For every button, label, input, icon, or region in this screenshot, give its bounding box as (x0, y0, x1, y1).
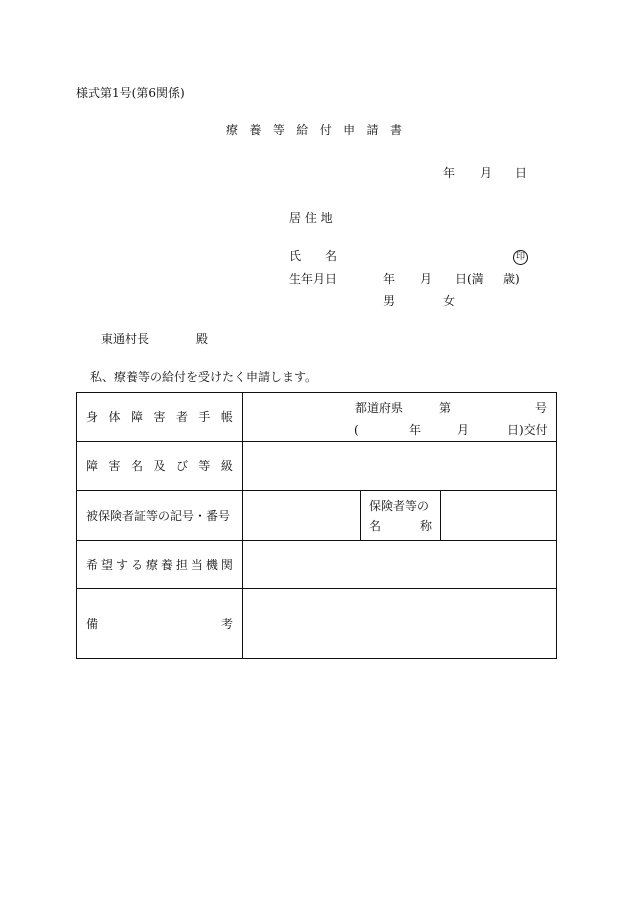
application-table (76, 392, 557, 659)
remarks-field[interactable] (243, 589, 557, 659)
label-char: 等 (198, 459, 211, 473)
date-day-unit: 日 (515, 166, 528, 180)
number-prefix: 第 (439, 400, 452, 415)
label-char: 障 (86, 459, 99, 473)
disability-grade-field[interactable] (243, 442, 557, 491)
label-char: 称 (419, 518, 432, 533)
label-char: 級 (220, 459, 233, 473)
label-char: び (175, 459, 188, 473)
label-char: 療 (145, 557, 158, 572)
label-char: 希 (86, 557, 99, 572)
title-char: 付 (319, 123, 332, 137)
insurance-card-number-text: 被保険者証等の記号・番号 (86, 508, 231, 523)
seal-mark: 印 (513, 250, 528, 265)
birth-year-unit: 年 (383, 272, 396, 286)
label-char: 望 (100, 557, 113, 572)
label-char: す (115, 557, 128, 572)
issue-day-unit: 日)交付 (507, 422, 548, 437)
table-row (77, 393, 557, 442)
label-char: 帳 (220, 410, 233, 424)
title-char: 給 (296, 123, 309, 137)
preferred-institution-field[interactable] (243, 541, 557, 589)
addressee-name: 東通村長 (101, 332, 150, 346)
label-char: 身 (86, 410, 99, 424)
table-row (77, 541, 557, 589)
title-char: 養 (249, 123, 262, 137)
number-suffix: 号 (535, 400, 548, 415)
insurer-name-label (361, 491, 441, 541)
label-char: 担 (175, 557, 188, 572)
seal-icon (513, 248, 528, 265)
birth-day-unit: 日(満 (455, 272, 484, 286)
table-row (77, 491, 557, 541)
name-label-2: 名 (325, 249, 338, 263)
disability-handbook-label (77, 393, 243, 442)
issue-month-unit: 月 (457, 422, 470, 437)
open-paren: ( (354, 422, 359, 437)
title-char: 等 (272, 123, 285, 137)
table-row (77, 589, 557, 659)
issue-year-unit: 年 (409, 422, 422, 437)
sex-female: 女 (443, 294, 456, 308)
label-char: 者 (175, 410, 188, 424)
title-char: 療 (226, 123, 239, 137)
disability-grade-label (77, 442, 243, 491)
label-char: 養 (160, 557, 173, 572)
date-year-unit: 年 (443, 166, 456, 180)
label-char: 名 (369, 518, 382, 533)
insurer-name-field[interactable] (441, 491, 557, 541)
preferred-institution-label (77, 541, 243, 589)
remarks-label (77, 589, 243, 659)
disability-handbook-field[interactable] (243, 393, 557, 442)
title-char: 申 (343, 123, 356, 137)
label-char: 障 (130, 410, 143, 424)
table-row (77, 442, 557, 491)
insurance-card-number-field[interactable] (243, 491, 361, 541)
label-char: 害 (108, 459, 121, 473)
birth-label: 生年月日 (289, 272, 338, 286)
label-char: 機 (205, 557, 218, 572)
form-number: 様式第1号(第6関係) (76, 86, 185, 100)
label-char: る (130, 557, 143, 572)
insurance-card-number-label (77, 491, 243, 541)
page-title (226, 123, 402, 137)
label-char: 体 (108, 410, 121, 424)
label-char: 備 (86, 616, 99, 631)
sex-male: 男 (383, 294, 396, 308)
birth-month-unit: 月 (420, 272, 433, 286)
label-char: 名 (130, 459, 143, 473)
label-char: 当 (190, 557, 203, 572)
insurer-label-line1: 保険者等の (369, 498, 430, 513)
label-char: 手 (198, 410, 211, 424)
label-char: 及 (153, 459, 166, 473)
title-char: 書 (389, 123, 402, 137)
application-statement: 私、療養等の給付を受けたく申請します。 (90, 370, 318, 384)
label-char: 関 (220, 557, 233, 572)
insurer-label-line2 (369, 519, 432, 533)
name-label-1: 氏 (289, 249, 302, 263)
birth-age-unit: 歳) (503, 272, 520, 286)
addressee-honorific: 殿 (196, 332, 209, 346)
label-char: 考 (220, 616, 233, 631)
title-char: 請 (366, 123, 379, 137)
prefecture-label: 都道府県 (355, 400, 404, 415)
label-char: 害 (153, 410, 166, 424)
date-month-unit: 月 (480, 166, 493, 180)
address-label: 居 住 地 (289, 211, 333, 225)
